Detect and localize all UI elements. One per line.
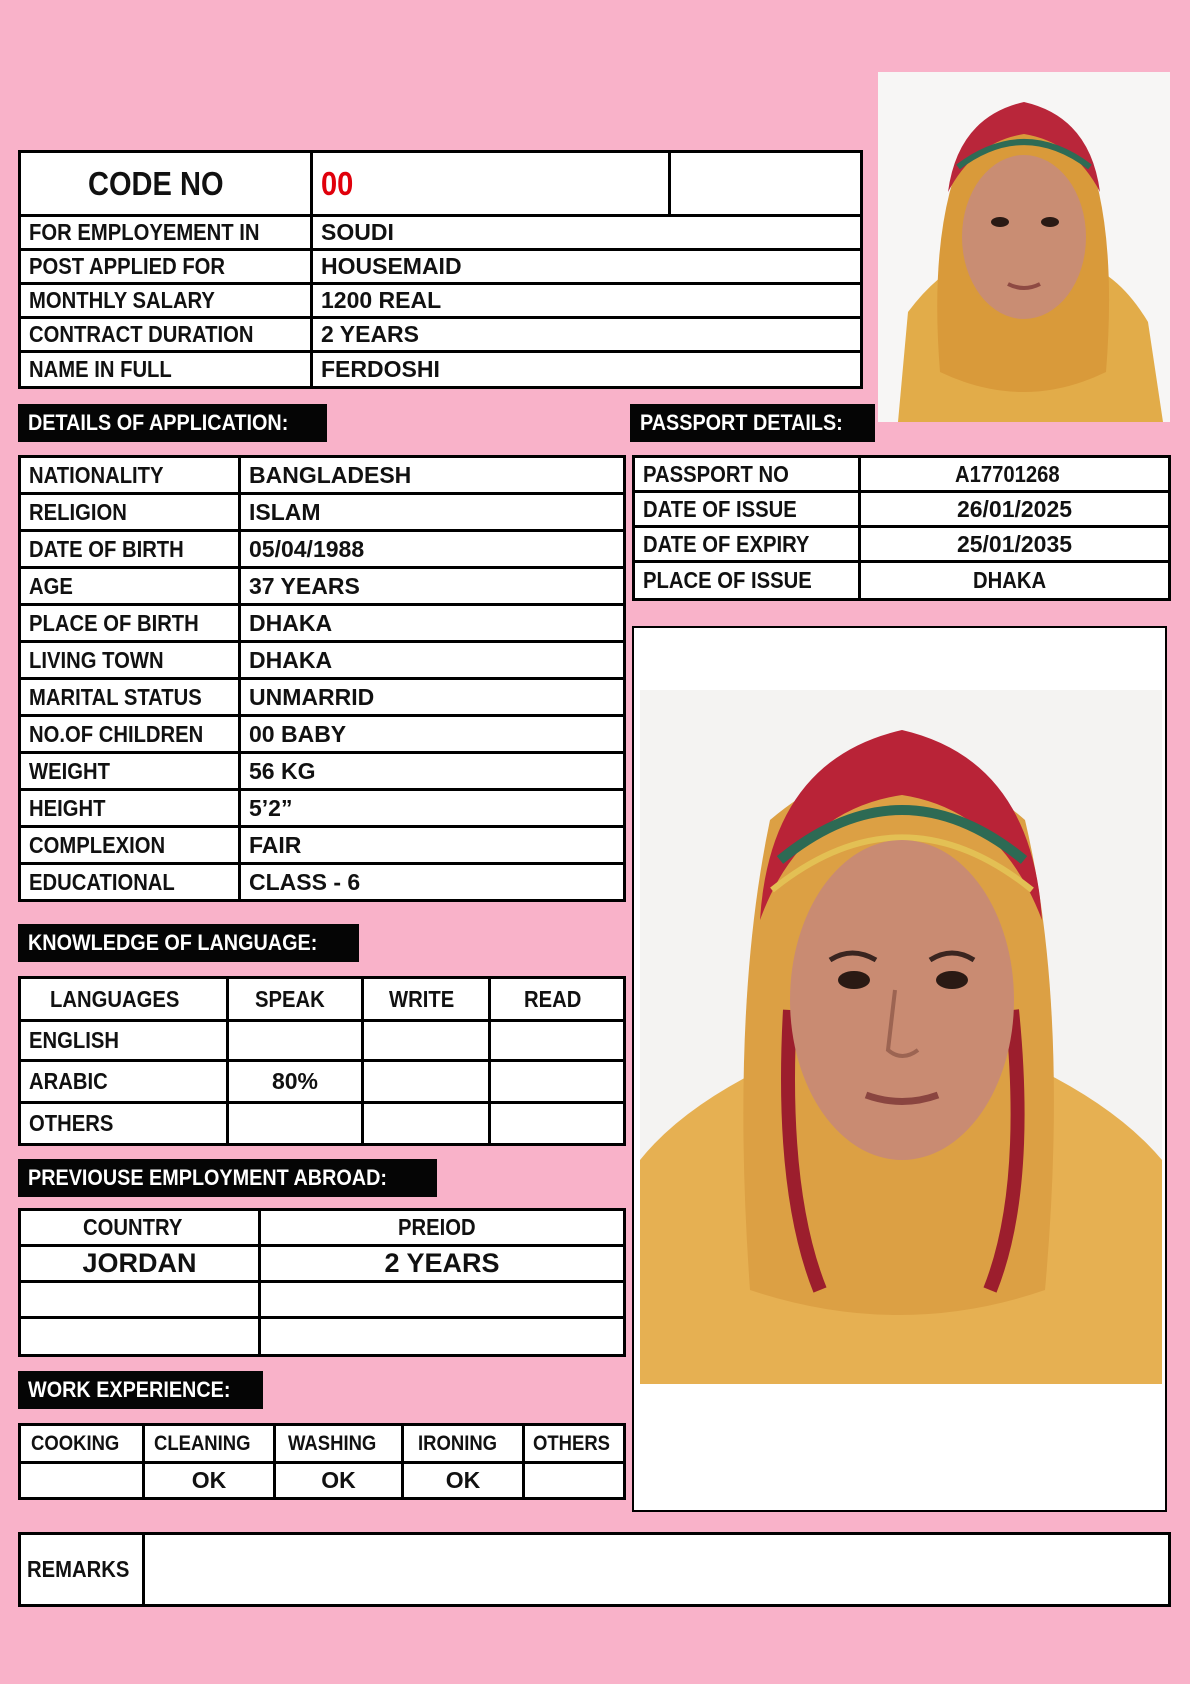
header-row	[20, 284, 862, 318]
work-header-row	[20, 1425, 625, 1463]
passport-value: A17701268	[860, 457, 1170, 492]
employment-header-row	[20, 1210, 625, 1246]
field-label: COMPLEXION	[20, 827, 240, 864]
language-name: ENGLISH	[20, 1021, 228, 1061]
field-label: NATIONALITY	[20, 457, 240, 494]
application-row	[20, 864, 625, 901]
work-value: OK	[275, 1463, 403, 1499]
field-value: ISLAM	[240, 494, 625, 531]
write-level	[363, 1061, 490, 1103]
write-level	[363, 1103, 490, 1145]
column-header: OTHERS	[524, 1425, 625, 1463]
passport-row	[634, 562, 1170, 600]
column-header: SPEAK	[228, 978, 363, 1021]
passport-value: 25/01/2035	[860, 527, 1170, 562]
field-label: LIVING TOWN	[20, 642, 240, 679]
passport-value: DHAKA	[860, 562, 1170, 600]
application-row	[20, 790, 625, 827]
application-row	[20, 716, 625, 753]
period-cell	[260, 1318, 625, 1356]
read-level	[490, 1021, 625, 1061]
column-header: CLEANING	[144, 1425, 275, 1463]
employment-row	[20, 1282, 625, 1318]
header-row	[20, 250, 862, 284]
field-value: CLASS - 6	[240, 864, 625, 901]
period-cell: 2 YEARS	[260, 1246, 625, 1282]
header-value: 1200 REAL	[312, 284, 862, 318]
passport-label: PASSPORT NO	[634, 457, 860, 492]
work-value: OK	[403, 1463, 524, 1499]
column-header: COOKING	[20, 1425, 144, 1463]
field-label: AGE	[20, 568, 240, 605]
passport-section-title: PASSPORT DETAILS:	[630, 404, 875, 442]
country-cell: JORDAN	[20, 1246, 260, 1282]
field-label: EDUCATIONAL	[20, 864, 240, 901]
column-header: WRITE	[363, 978, 490, 1021]
application-row	[20, 494, 625, 531]
language-row	[20, 1061, 625, 1103]
read-level	[490, 1103, 625, 1145]
header-value: HOUSEMAID	[312, 250, 862, 284]
field-value: 05/04/1988	[240, 531, 625, 568]
country-cell	[20, 1318, 260, 1356]
field-label: PLACE OF BIRTH	[20, 605, 240, 642]
application-row	[20, 605, 625, 642]
passport-row	[634, 527, 1170, 562]
speak-level: 80%	[228, 1061, 363, 1103]
passport-table	[632, 455, 1171, 601]
header-row	[20, 318, 862, 352]
read-level	[490, 1061, 625, 1103]
field-label: WEIGHT	[20, 753, 240, 790]
work-experience-table	[18, 1423, 626, 1500]
header-table	[18, 150, 863, 389]
application-row	[20, 457, 625, 494]
language-row	[20, 1021, 625, 1061]
column-header: COUNTRY	[20, 1210, 260, 1246]
header-label: CONTRACT DURATION	[20, 318, 312, 352]
employment-row	[20, 1246, 625, 1282]
application-row	[20, 568, 625, 605]
code-blank-cell	[670, 152, 862, 216]
passport-label: DATE OF EXPIRY	[634, 527, 860, 562]
header-label: FOR EMPLOYEMENT IN	[20, 216, 312, 250]
field-label: RELIGION	[20, 494, 240, 531]
language-name: OTHERS	[20, 1103, 228, 1145]
language-section-title: KNOWLEDGE OF LANGUAGE:	[18, 924, 359, 962]
previous-employment-section-title: PREVIOUSE EMPLOYMENT ABROAD:	[18, 1159, 437, 1197]
column-header: IRONING	[403, 1425, 524, 1463]
header-value: 2 YEARS	[312, 318, 862, 352]
passport-label: PLACE OF ISSUE	[634, 562, 860, 600]
field-label: NO.OF CHILDREN	[20, 716, 240, 753]
work-values-row	[20, 1463, 625, 1499]
field-label: DATE OF BIRTH	[20, 531, 240, 568]
speak-level	[228, 1021, 363, 1061]
language-name: ARABIC	[20, 1061, 228, 1103]
field-value: 56 KG	[240, 753, 625, 790]
column-header: READ	[490, 978, 625, 1021]
column-header: WASHING	[275, 1425, 403, 1463]
previous-employment-table	[18, 1208, 626, 1357]
language-table	[18, 976, 626, 1146]
header-row	[20, 352, 862, 388]
application-row	[20, 753, 625, 790]
field-value: BANGLADESH	[240, 457, 625, 494]
field-value: DHAKA	[240, 605, 625, 642]
language-header-row	[20, 978, 625, 1021]
remarks-row	[20, 1534, 1170, 1606]
period-cell	[260, 1282, 625, 1318]
application-row	[20, 531, 625, 568]
field-value: DHAKA	[240, 642, 625, 679]
header-label: MONTHLY SALARY	[20, 284, 312, 318]
column-header: PREIOD	[260, 1210, 625, 1246]
field-value: FAIR	[240, 827, 625, 864]
portrait-image	[878, 72, 1170, 422]
speak-level	[228, 1103, 363, 1145]
country-cell	[20, 1282, 260, 1318]
passport-row	[634, 457, 1170, 492]
remarks-value	[144, 1534, 1170, 1606]
field-value: 37 YEARS	[240, 568, 625, 605]
code-value: 00	[312, 152, 670, 216]
header-label: POST APPLIED FOR	[20, 250, 312, 284]
work-value: OK	[144, 1463, 275, 1499]
header-value: FERDOSHI	[312, 352, 862, 388]
application-table	[18, 455, 626, 902]
remarks-table	[18, 1532, 1171, 1607]
field-value: 5’2”	[240, 790, 625, 827]
language-row	[20, 1103, 625, 1145]
work-experience-section-title: WORK EXPERIENCE:	[18, 1371, 263, 1409]
employment-row	[20, 1318, 625, 1356]
applicant-photo-large	[640, 690, 1162, 1384]
work-value	[524, 1463, 625, 1499]
passport-row	[634, 492, 1170, 527]
work-value	[20, 1463, 144, 1499]
application-row	[20, 827, 625, 864]
application-row	[20, 642, 625, 679]
application-section-title: DETAILS OF APPLICATION:	[18, 404, 327, 442]
applicant-photo-large-frame	[632, 626, 1167, 1512]
header-label: NAME IN FULL	[20, 352, 312, 388]
code-label: CODE NO	[20, 152, 312, 216]
passport-label: DATE OF ISSUE	[634, 492, 860, 527]
field-label: HEIGHT	[20, 790, 240, 827]
column-header: LANGUAGES	[20, 978, 228, 1021]
remarks-label: REMARKS	[20, 1534, 144, 1606]
header-row	[20, 216, 862, 250]
header-value: SOUDI	[312, 216, 862, 250]
field-label: MARITAL STATUS	[20, 679, 240, 716]
applicant-photo-small	[878, 72, 1170, 422]
application-row	[20, 679, 625, 716]
passport-value: 26/01/2025	[860, 492, 1170, 527]
field-value: 00 BABY	[240, 716, 625, 753]
field-value: UNMARRID	[240, 679, 625, 716]
code-row	[20, 152, 862, 216]
write-level	[363, 1021, 490, 1061]
